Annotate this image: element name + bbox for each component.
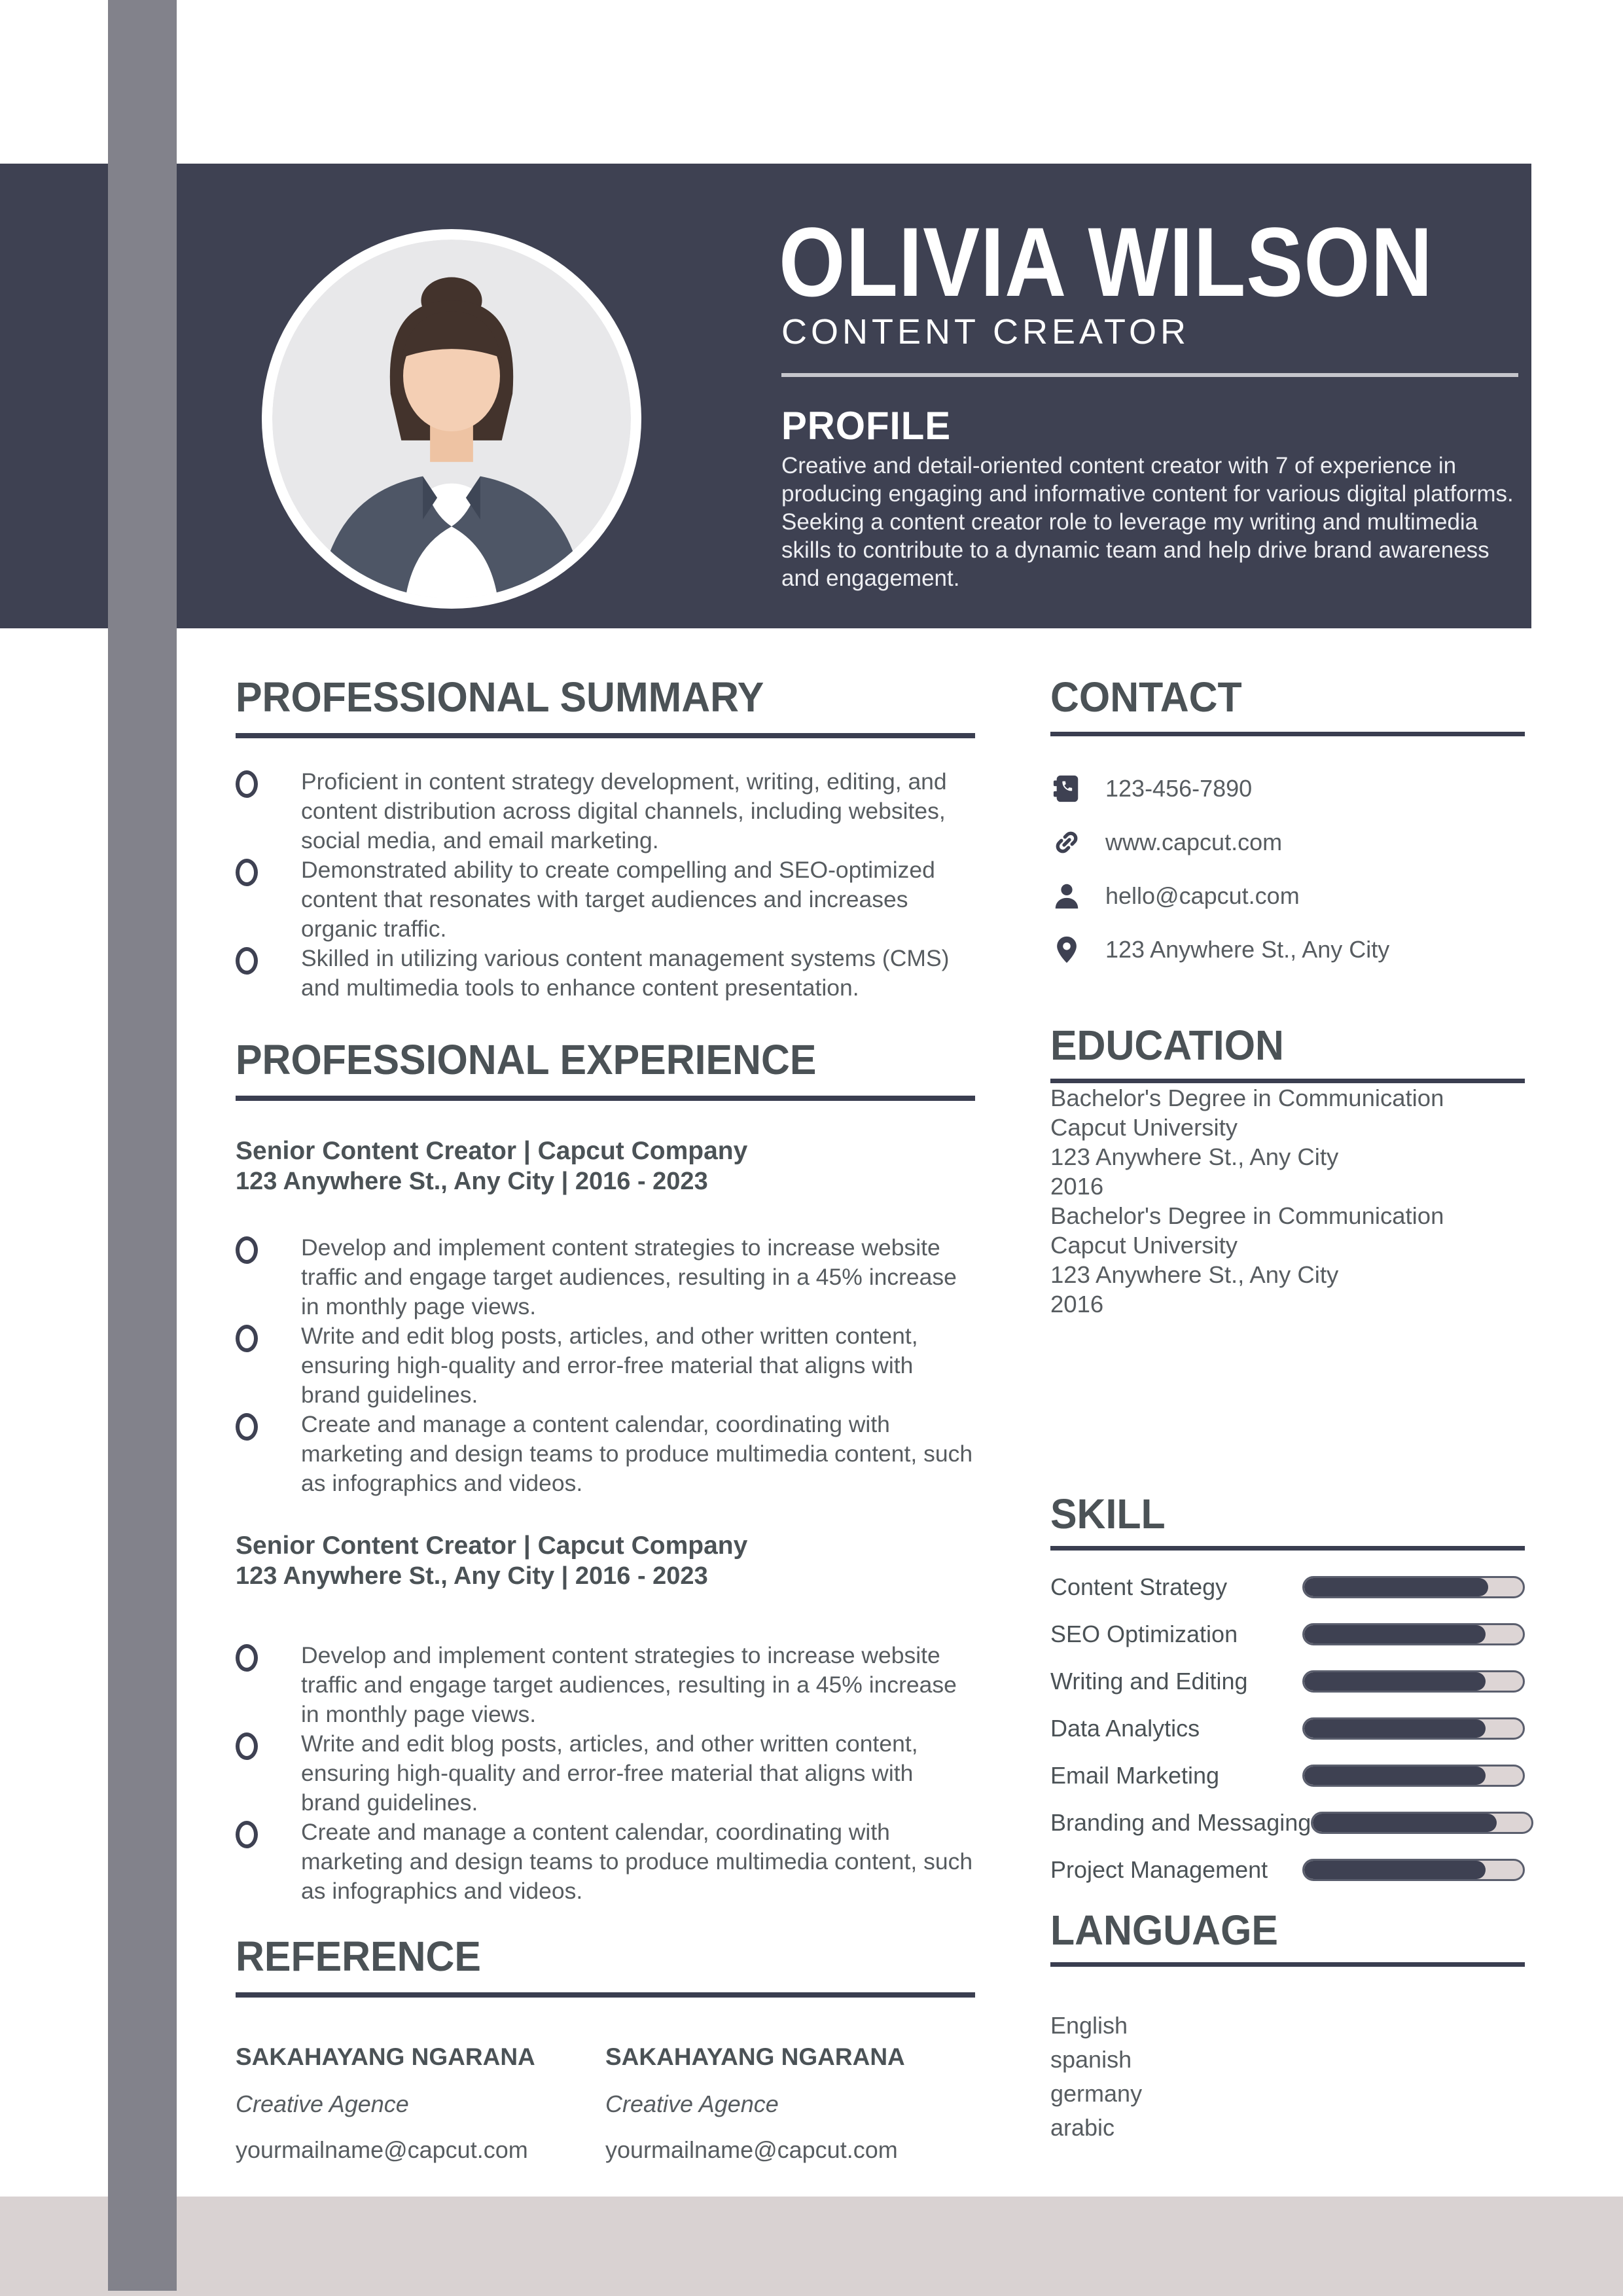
section-divider [1050, 1079, 1525, 1083]
education-address: 123 Anywhere St., Any City [1050, 1261, 1339, 1288]
skill-label: Writing and Editing [1050, 1668, 1248, 1695]
vertical-accent-bar [108, 0, 177, 2291]
job-bullet-item [236, 1818, 975, 1906]
skill-bar-track [1302, 1859, 1525, 1881]
skill-bar-track [1302, 1623, 1525, 1645]
skill-row [1050, 1715, 1525, 1742]
skill-bar-fill [1304, 1625, 1486, 1643]
bullet-ring-icon [236, 1236, 258, 1264]
bullet-ring-icon [236, 947, 258, 975]
skill-row [1050, 1857, 1525, 1883]
job-bullet-text: Develop and implement content strategies to increase website traffic and engage target audiences, resulting in a 45% increase in monthly page views. [301, 1642, 957, 1727]
contact-email-value[interactable]: hello@capcut.com [1105, 882, 1300, 909]
contact-row-address [1050, 934, 1525, 965]
experience-heading: PROFESSIONAL EXPERIENCE [236, 1036, 817, 1083]
education-list [1050, 1083, 1525, 1319]
job-bullet-item [236, 1410, 975, 1498]
summary-bullet-text: Demonstrated ability to create compelling and SEO-optimized content that resonates with target audiences and increases organic traffic. [301, 857, 935, 942]
skill-bar-track [1302, 1717, 1525, 1740]
profile-photo-frame [262, 229, 641, 609]
person-role: CONTENT CREATOR [781, 312, 1190, 351]
section-professional-experience [236, 1035, 975, 1906]
skill-bar-track [1302, 1670, 1525, 1693]
job-meta: 123 Anywhere St., Any City | 2016 - 2023 [236, 1562, 708, 1590]
skill-bar-fill [1304, 1719, 1486, 1738]
summary-bullet-item [236, 767, 975, 855]
person-name: OLIVIA WILSON [779, 207, 1433, 317]
job-bullet-item [236, 1233, 975, 1321]
skill-label: Project Management [1050, 1856, 1268, 1883]
skill-row [1050, 1668, 1525, 1695]
header-divider [781, 373, 1518, 377]
person-icon [1050, 880, 1083, 912]
bullet-ring-icon [236, 770, 258, 798]
reference-name: SAKAHAYANG NGARANA [605, 2043, 905, 2070]
section-divider [236, 1992, 975, 1998]
language-item: arabic [1050, 2114, 1115, 2141]
education-degree: Bachelor's Degree in Communication [1050, 1085, 1444, 1111]
skill-row [1050, 1621, 1525, 1647]
reference-heading: REFERENCE [236, 1933, 481, 1980]
contact-row-email [1050, 880, 1525, 912]
job-bullet-item [236, 1729, 975, 1818]
contact-website-value[interactable]: www.capcut.com [1105, 829, 1283, 855]
skill-bar-track [1302, 1576, 1525, 1598]
section-divider [1050, 732, 1525, 736]
job-bullet-item [236, 1641, 975, 1729]
job-bullet-text: Create and manage a content calendar, coordinating with marketing and design teams to produce multimedia content, such as infographics and videos. [301, 1411, 973, 1496]
education-address: 123 Anywhere St., Any City [1050, 1143, 1339, 1170]
skill-bar-fill [1304, 1578, 1488, 1596]
reference-email: yourmailname@capcut.com [605, 2136, 898, 2163]
contact-phone-value: 123-456-7890 [1105, 775, 1253, 802]
phone-book-icon [1050, 773, 1083, 804]
skill-label: Content Strategy [1050, 1573, 1228, 1600]
reference-entry [605, 2043, 975, 2164]
section-contact [1050, 673, 1525, 988]
job-bullet-list [236, 1233, 975, 1498]
avatar-illustration [272, 240, 631, 598]
education-year: 2016 [1050, 1291, 1104, 1318]
contact-heading: CONTACT [1050, 673, 1242, 721]
skill-row [1050, 1574, 1525, 1600]
section-divider [236, 733, 975, 738]
reference-name: SAKAHAYANG NGARANA [236, 2043, 535, 2070]
bullet-ring-icon [236, 1732, 258, 1760]
reference-email: yourmailname@capcut.com [236, 2136, 528, 2163]
job-title: Senior Content Creator | Capcut Company [236, 1137, 748, 1165]
profile-text: Creative and detail-oriented content creator with 7 of experience in producing engaging and informative content for various digital platforms. Seeking a content creator role to leverage my writing and multimedia skills to contribute to a dynamic team and help drive brand awareness and engagement. [781, 453, 1514, 591]
bullet-ring-icon [236, 859, 258, 886]
section-reference [236, 1932, 975, 2164]
summary-bullet-item [236, 855, 975, 944]
language-list [1050, 2009, 1525, 2145]
contact-row-phone [1050, 773, 1525, 804]
skill-bar-fill [1313, 1814, 1497, 1832]
summary-heading: PROFESSIONAL SUMMARY [236, 673, 764, 721]
language-item: germany [1050, 2080, 1143, 2107]
education-year: 2016 [1050, 1173, 1104, 1200]
section-divider [1050, 1546, 1525, 1551]
contact-rows [1050, 773, 1525, 965]
contact-row-website [1050, 827, 1525, 858]
skill-bar-fill [1304, 1767, 1486, 1785]
skill-bar-fill [1304, 1672, 1486, 1691]
education-school: Capcut University [1050, 1114, 1238, 1141]
job-bullet-text: Develop and implement content strategies to increase website traffic and engage target audiences, resulting in a 45% increase in monthly page views. [301, 1234, 957, 1319]
reference-company: Creative Agence [605, 2090, 779, 2117]
section-education [1050, 1021, 1525, 1319]
section-language [1050, 1906, 1525, 2145]
job-entry [236, 1531, 975, 1906]
bullet-ring-icon [236, 1413, 258, 1441]
job-bullet-text: Create and manage a content calendar, coordinating with marketing and design teams to produce multimedia content, such as infographics and videos. [301, 1819, 973, 1904]
education-entry [1050, 1201, 1525, 1319]
bullet-ring-icon [236, 1644, 258, 1672]
language-heading: LANGUAGE [1050, 1907, 1278, 1954]
profile-photo [272, 240, 631, 598]
education-heading: EDUCATION [1050, 1022, 1284, 1069]
job-bullet-text: Write and edit blog posts, articles, and other written content, ensuring high-quality and error-free material that aligns with brand guidelines. [301, 1323, 918, 1408]
summary-list [236, 767, 975, 1003]
section-skill [1050, 1490, 1525, 1904]
reference-company: Creative Agence [236, 2090, 409, 2117]
link-icon [1050, 827, 1083, 858]
profile-heading: PROFILE [781, 404, 952, 448]
education-school: Capcut University [1050, 1232, 1238, 1259]
location-pin-icon [1050, 934, 1083, 965]
summary-bullet-text: Proficient in content strategy development, writing, editing, and content distribution across digital channels, including websites, social media, and email marketing. [301, 768, 947, 853]
job-bullet-item [236, 1321, 975, 1410]
skill-heading: SKILL [1050, 1490, 1166, 1537]
bottom-accent-band [0, 2197, 1623, 2296]
section-divider [1050, 1962, 1525, 1967]
contact-address-value: 123 Anywhere St., Any City [1105, 936, 1390, 963]
summary-bullet-text: Skilled in utilizing various content management systems (CMS) and multimedia tools to enhance content presentation. [301, 945, 950, 1001]
job-meta: 123 Anywhere St., Any City | 2016 - 2023 [236, 1168, 708, 1195]
skill-bar-track [1302, 1765, 1525, 1787]
job-title: Senior Content Creator | Capcut Company [236, 1532, 748, 1560]
skill-label: Data Analytics [1050, 1715, 1200, 1742]
skill-row [1050, 1763, 1525, 1789]
skill-label: SEO Optimization [1050, 1621, 1238, 1647]
skill-rows [1050, 1574, 1525, 1883]
skill-row [1050, 1810, 1525, 1836]
section-professional-summary [236, 673, 975, 1003]
skill-bar-track [1311, 1812, 1533, 1834]
skill-bar-fill [1304, 1861, 1486, 1879]
skill-label: Email Marketing [1050, 1762, 1220, 1789]
education-entry [1050, 1083, 1525, 1201]
bullet-ring-icon [236, 1821, 258, 1848]
reference-entry [236, 2043, 605, 2164]
reference-row [236, 2043, 975, 2164]
skill-label: Branding and Messaging [1050, 1809, 1311, 1836]
job-entry [236, 1136, 975, 1498]
education-degree: Bachelor's Degree in Communication [1050, 1202, 1444, 1229]
job-bullet-list [236, 1641, 975, 1906]
language-item: spanish [1050, 2046, 1132, 2073]
bullet-ring-icon [236, 1325, 258, 1352]
job-bullet-text: Write and edit blog posts, articles, and other written content, ensuring high-quality and error-free material that aligns with brand guidelines. [301, 1731, 918, 1816]
language-item: English [1050, 2012, 1128, 2039]
summary-bullet-item [236, 944, 975, 1003]
section-divider [236, 1096, 975, 1101]
